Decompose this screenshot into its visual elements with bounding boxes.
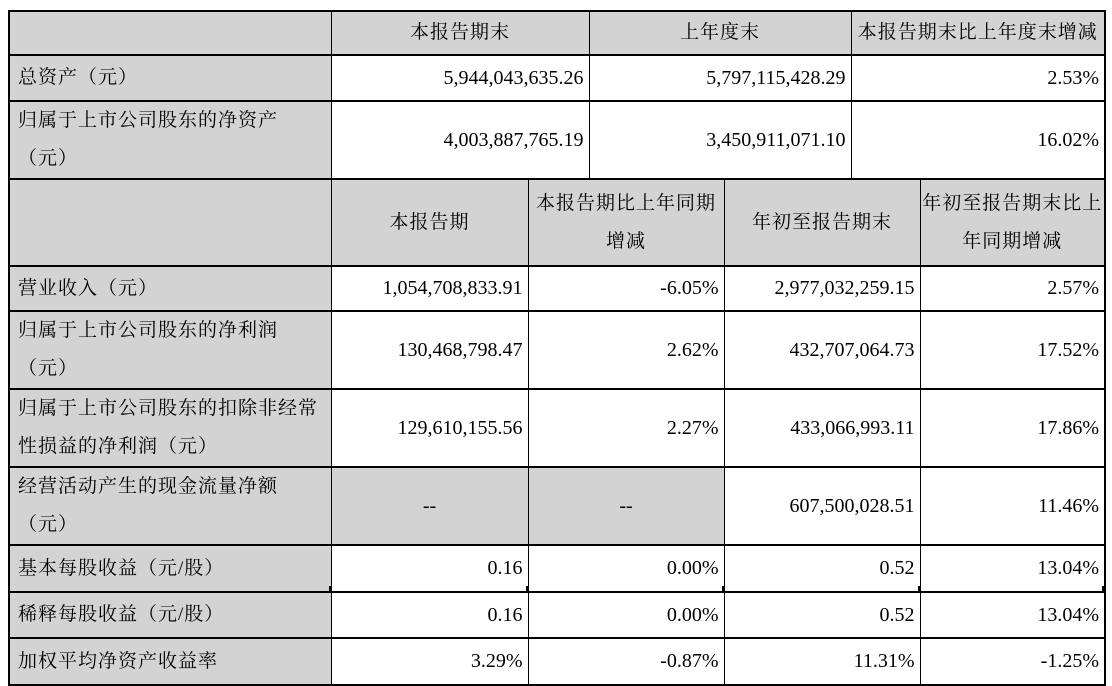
corner-cell bbox=[9, 179, 331, 266]
row-label-cell: 加权平均净资产收益率 bbox=[9, 638, 331, 685]
value-cell: 2.57% bbox=[920, 266, 1105, 311]
value-cell: 0.00% bbox=[528, 545, 724, 592]
period-end-header-row bbox=[9, 11, 1105, 55]
table-row-total-assets bbox=[9, 55, 1105, 101]
corner-cell bbox=[9, 11, 331, 55]
value-cell: 2.27% bbox=[528, 389, 724, 467]
table-row-basic-eps bbox=[9, 545, 1105, 592]
value-cell: -1.25% bbox=[920, 638, 1105, 685]
table-row-diluted-eps bbox=[9, 592, 1105, 638]
table-row-net-profit bbox=[9, 311, 1105, 389]
row-label-cell: 基本每股收益（元/股） bbox=[9, 545, 331, 592]
value-cell: 4,003,887,765.19 bbox=[331, 101, 589, 179]
table-row-net-assets bbox=[9, 101, 1105, 179]
value-cell: 0.52 bbox=[724, 545, 920, 592]
value-cell: 1,054,708,833.91 bbox=[331, 266, 528, 311]
table-crop-stub bbox=[918, 586, 920, 591]
table-crop-stub bbox=[1102, 586, 1104, 591]
table-crop-stub bbox=[526, 586, 528, 591]
value-cell-not-applicable: -- bbox=[528, 467, 724, 545]
value-cell: 5,797,115,428.29 bbox=[589, 55, 851, 101]
table-row-weighted-avg-roe bbox=[9, 638, 1105, 685]
value-cell: 3.29% bbox=[331, 638, 528, 685]
value-cell: 13.04% bbox=[920, 545, 1105, 592]
value-cell: 130,468,798.47 bbox=[331, 311, 528, 389]
header-prior-year-end: 上年度末 bbox=[589, 11, 851, 55]
value-cell: 16.02% bbox=[851, 101, 1105, 179]
table-row-net-profit-excl-nonrecurring bbox=[9, 389, 1105, 467]
row-label-cell: 总资产（元） bbox=[9, 55, 331, 101]
value-cell: 2.53% bbox=[851, 55, 1105, 101]
value-cell: 0.00% bbox=[528, 592, 724, 638]
key-financials-table bbox=[8, 10, 1104, 686]
value-cell: 432,707,064.73 bbox=[724, 311, 920, 389]
period-table bbox=[8, 178, 1106, 686]
row-label-cell: 归属于上市公司股东的净利润（元） bbox=[9, 311, 331, 389]
value-cell: 5,944,043,635.26 bbox=[331, 55, 589, 101]
header-ytd-yoy: 年初至报告期末比上年同期增减 bbox=[920, 179, 1105, 266]
row-label-cell: 经营活动产生的现金流量净额（元） bbox=[9, 467, 331, 545]
table-row-operating-revenue bbox=[9, 266, 1105, 311]
value-cell: 17.52% bbox=[920, 311, 1105, 389]
value-cell: 13.04% bbox=[920, 592, 1105, 638]
value-cell: -6.05% bbox=[528, 266, 724, 311]
value-cell: 433,066,993.11 bbox=[724, 389, 920, 467]
value-cell: 17.86% bbox=[920, 389, 1105, 467]
header-period-end-change: 本报告期末比上年度末增减 bbox=[851, 11, 1105, 55]
table-crop-stub bbox=[8, 586, 10, 591]
row-label-cell: 营业收入（元） bbox=[9, 266, 331, 311]
row-label-cell: 稀释每股收益（元/股） bbox=[9, 592, 331, 638]
table-crop-stub bbox=[722, 586, 724, 591]
row-label-cell: 归属于上市公司股东的净资产（元） bbox=[9, 101, 331, 179]
table-row-operating-cash-flow bbox=[9, 467, 1105, 545]
row-label-cell: 归属于上市公司股东的扣除非经常性损益的净利润（元） bbox=[9, 389, 331, 467]
value-cell: 3,450,911,071.10 bbox=[589, 101, 851, 179]
value-cell: 2,977,032,259.15 bbox=[724, 266, 920, 311]
value-cell: 11.46% bbox=[920, 467, 1105, 545]
period-end-table bbox=[8, 10, 1106, 180]
value-cell: 11.31% bbox=[724, 638, 920, 685]
value-cell-not-applicable: -- bbox=[331, 467, 528, 545]
value-cell: 0.52 bbox=[724, 592, 920, 638]
header-ytd: 年初至报告期末 bbox=[724, 179, 920, 266]
header-current-period-end: 本报告期末 bbox=[331, 11, 589, 55]
value-cell: 0.16 bbox=[331, 592, 528, 638]
header-current-period-yoy: 本报告期比上年同期增减 bbox=[528, 179, 724, 266]
value-cell: 607,500,028.51 bbox=[724, 467, 920, 545]
period-header-row bbox=[9, 179, 1105, 266]
table-crop-stub bbox=[329, 586, 331, 591]
value-cell: 0.16 bbox=[331, 545, 528, 592]
value-cell: 129,610,155.56 bbox=[331, 389, 528, 467]
value-cell: 2.62% bbox=[528, 311, 724, 389]
value-cell: -0.87% bbox=[528, 638, 724, 685]
header-current-period: 本报告期 bbox=[331, 179, 528, 266]
